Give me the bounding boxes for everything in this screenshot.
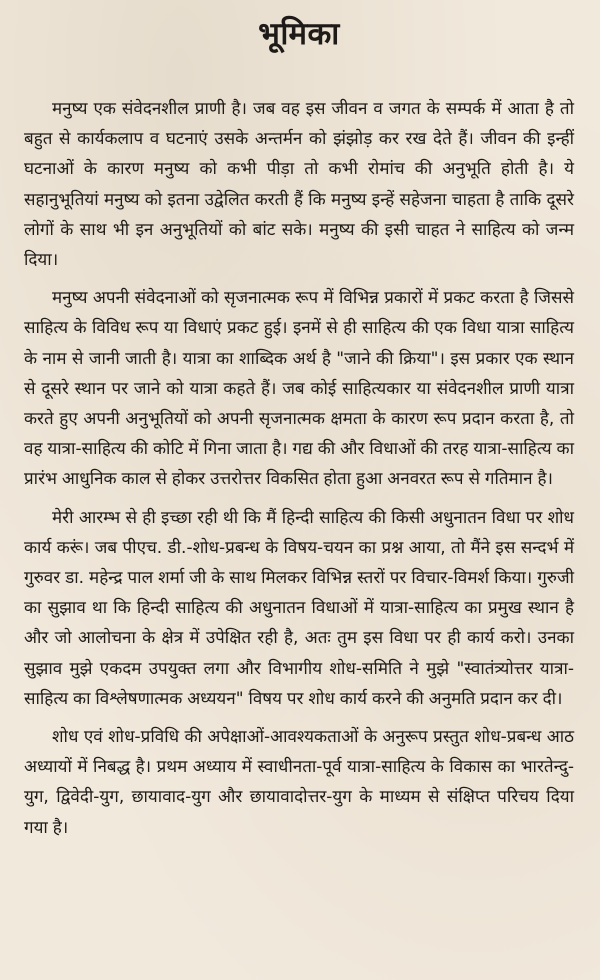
paragraph-4: शोध एवं शोध-प्रविधि की अपेक्षाओं-आवश्यकताओं के अनुरूप प्रस्तुत शोध-प्रबन्ध आठ अध्यायों में निबद्ध है। प्रथम अध्याय में स्वाधीनता-पूर्व यात्रा-साहित्य के विकास का भारतेन्दु-युग, द्विवेदी-युग, छायावाद-युग और छायावादोत्तर-युग के माध्यम से संक्षिप्त परिचय दिया गया है। xyxy=(24,727,574,838)
page-title: भूमिका xyxy=(258,16,340,52)
paragraph-2: मनुष्य अपनी संवेदनाओं को सृजनात्मक रूप में विभिन्न प्रकारों में प्रकट करता है जिससे साहित्य के विविध रूप या विधाएं प्रकट हुई। इनमें से ही साहित्य की एक विधा यात्रा साहित्य के नाम से जानी जाती है। यात्रा का शाब्दिक अर्थ है "जाने की क्रिया"। इस प्रकार एक स्थान से दूसरे स्थान पर जाने को यात्रा कहते हैं। जब कोई साहित्यकार या संवेदनशील प्राणी यात्रा करते हुए अपनी अनुभूतियों को अपनी सृजनात्मक क्षमता के कारण रूप प्रदान करता है, तो वह यात्रा-साहित्य की कोटि में गिना जाता है। गद्य की और विधाओं की तरह यात्रा-साहित्य का प्रारंभ आधुनिक काल से होकर उत्तरोत्तर विकसित होता हुआ अनवरत रूप से गतिमान है। xyxy=(24,288,574,490)
paragraph-3: मेरी आरम्भ से ही इच्छा रही थी कि मैं हिन्दी साहित्य की किसी अधुनातन विधा पर शोध कार्य करूं। जब पीएच. डी.-शोध-प्रबन्ध के विषय-चयन का प्रश्न आया, तो मैंने इस सन्दर्भ में गुरुवर डा. महेन्द्र पाल शर्मा जी के साथ मिलकर विभिन्न स्तरों पर विचार-विमर्श किया। गुरुजी का सुझाव था कि हिन्दी साहित्य की अधुनातन विधाओं में यात्रा-साहित्य का प्रमुख स्थान है और जो आलोचना के क्षेत्र में उपेक्षित रही है, अतः तुम इस विधा पर ही कार्य करो। उनका सुझाव मुझे एकदम उपयुक्त लगा और विभागीय शोध-समिति ने मुझे "स्वातंत्र्योत्तर यात्रा-साहित्य का विश्लेषणात्मक अध्ययन" विषय पर शोध कार्य करने की अनुमति प्रदान कर दी। xyxy=(24,507,574,709)
paragraph-1: मनुष्य एक संवेदनशील प्राणी है। जब वह इस जीवन व जगत के सम्पर्क में आता है तो बहुत से कार्यकलाप व घटनाएं उसके अन्तर्मन को झंझोड़ कर रख देते हैं। जीवन की इन्हीं घटनाओं के कारण मनुष्य को कभी पीड़ा तो कभी रोमांच की अनुभूति होती है। ये सहानुभूतियां मनुष्य को इतना उद्वेलित करती हैं कि मनुष्य इन्हें सहेजना चाहता है ताकि दूसरे लोगों के साथ भी इन अनुभूतियों को बांट सके। मनुष्य की इसी चाहत ने साहित्य को जन्म दिया। xyxy=(24,99,574,271)
